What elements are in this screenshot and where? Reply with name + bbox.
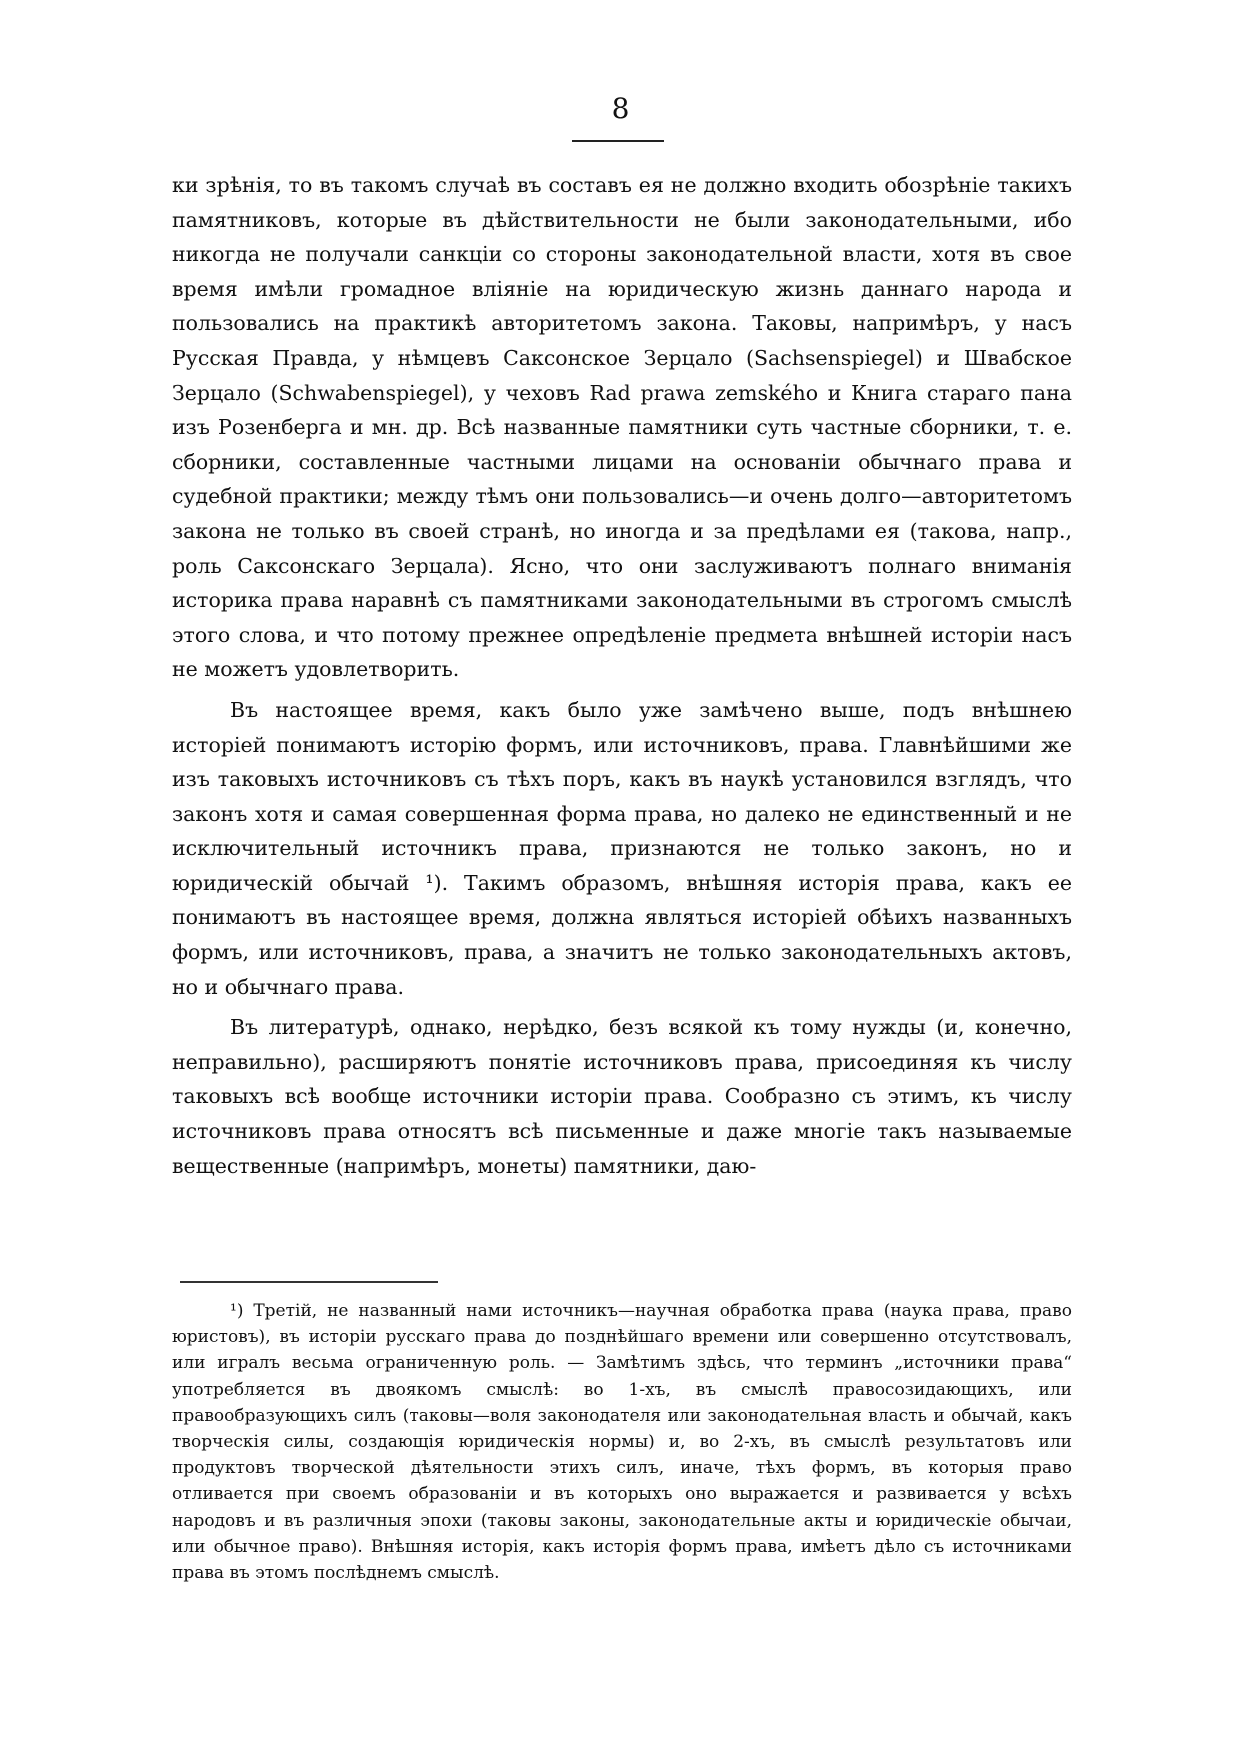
footnote: ¹) Третій, не названный нами источникъ—научная обработка права (наука права, право юристовъ), въ исторіи русскаго права до позднѣйшаго времени или совершенно отсутствовалъ, или игралъ весьма ограниченную роль. — Замѣтимъ здѣсь, что терминъ „источники права“ употребляется въ двоякомъ смыслѣ: во 1-хъ, въ смыслѣ правосозидающихъ, или правообразующихъ силъ (таковы—воля законодателя или законодательная власть и обычай, какъ творческія силы, создающія юридическія нормы) и, во 2-хъ, въ смыслѣ результатовъ или продуктовъ творческой дѣятельности этихъ силъ, иначе, тѣхъ формъ, въ которыя право отливается при своемъ образованіи и въ которыхъ оно выражается и развивается у всѣхъ народовъ и въ различныя эпохи (таковы законы, законодательные акты и юридическіе обычаи, или обычное право). Внѣшняя исторія, какъ исторія формъ права, имѣетъ дѣло съ источниками права въ этомъ послѣднемъ смыслѣ. (172, 1301, 1072, 1584)
paragraph-3: Въ литературѣ, однако, нерѣдко, безъ всякой къ тому нужды (и, конечно, неправильно), расширяютъ понятіе источниковъ права, присоединяя къ числу таковыхъ всѣ вообще источники исторіи права. Сообразно съ этимъ, къ числу источниковъ права относятъ всѣ письменные и даже многіе такъ называемые вещественные (напримѣръ, монеты) памятники, даю- (172, 1015, 1072, 1178)
page-number: 8 (611, 92, 630, 125)
footnote-divider (180, 1281, 438, 1283)
body-text (172, 168, 1072, 1183)
paragraph-1: ки зрѣнія, то въ такомъ случаѣ въ составъ ея не должно входить обозрѣніе такихъ памятниковъ, которые въ дѣйствительности не были законодательными, ибо никогда не получали санкціи со стороны законодательной власти, хотя въ свое время имѣли громадное вліяніе на юридическую жизнь даннаго народа и пользовались на практикѣ авторитетомъ закона. Таковы, напримѣръ, у насъ Русская Правда, у нѣмцевъ Саксонское Зерцало (Sachsenspiegel) и Швабское Зерцало (Schwabenspiegel), у чеховъ Rad prawa zemského и Книга стараго пана изъ Розенберга и мн. др. Всѣ названные памятники суть частные сборники, т. е. сборники, составленные частными лицами на основаніи обычнаго права и судебной практики; между тѣмъ они пользовались—и очень долго—авторитетомъ закона не только въ своей странѣ, но иногда и за предѣлами ея (такова, напр., роль Саксонскаго Зерцала). Ясно, что они заслуживаютъ полнаго вниманія историка права наравнѣ съ памятниками законодательными въ строгомъ смыслѣ этого слова, и что потому прежнее опредѣленіе предмета внѣшней исторіи насъ не можетъ удовлетворить. (172, 173, 1072, 682)
header-rule (572, 140, 664, 142)
paragraph-2: Въ настоящее время, какъ было уже замѣчено выше, подъ внѣшнею исторіей понимаютъ исторію формъ, или источниковъ, права. Главнѣйшими же изъ таковыхъ источниковъ съ тѣхъ поръ, какъ въ наукѣ установился взглядъ, что законъ хотя и самая совершенная форма права, но далеко не единственный и не исключительный источникъ права, признаются не только законъ, но и юридическій обычай ¹). Такимъ образомъ, внѣшняя исторія права, какъ ее понимаютъ въ настоящее время, должна являться исторіей обѣихъ названныхъ формъ, или источниковъ, права, а значитъ не только законодательныхъ актовъ, но и обычнаго права. (172, 697, 1072, 999)
